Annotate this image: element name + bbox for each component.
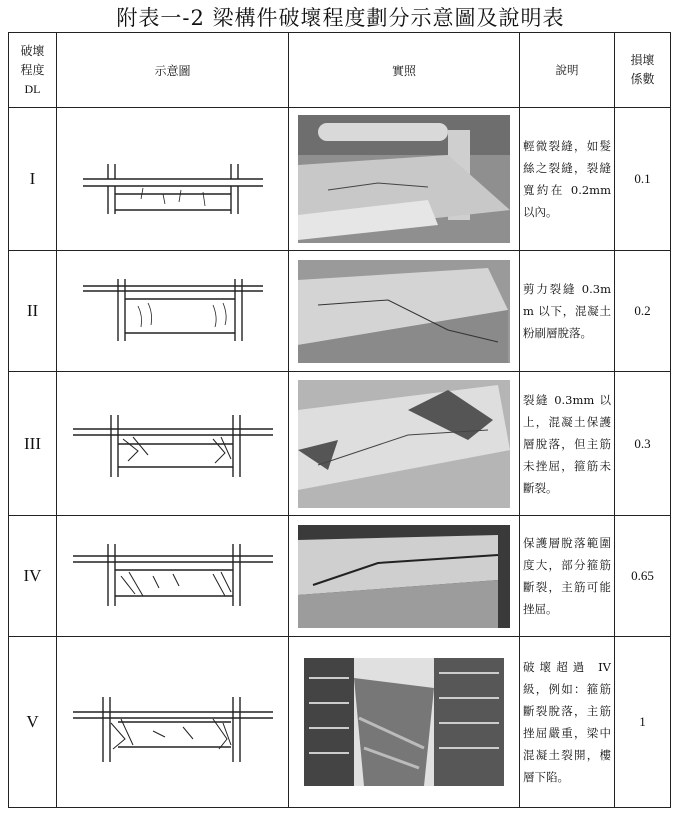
description-text: 裂縫 0.3mm 以上，混凝土保護層脫落，但主筋未挫屈，箍筋未斷裂。 <box>523 392 611 495</box>
header-coef-line1: 損壞 <box>630 53 655 67</box>
coefficient: 0.1 <box>615 108 671 251</box>
photo-cell <box>289 516 520 637</box>
page-title: 附表一-2 梁構件破壞程度劃分示意圖及說明表 <box>116 6 565 30</box>
damage-photo <box>304 658 504 786</box>
damage-photo <box>298 380 510 508</box>
table-row <box>9 372 671 516</box>
header-photo: 實照 <box>289 33 520 108</box>
table-row <box>9 516 671 637</box>
coefficient: 0.3 <box>615 372 671 516</box>
damage-level: V <box>9 637 57 808</box>
description-cell <box>520 251 615 372</box>
beam-schematic-drawing <box>63 261 283 361</box>
damage-level: II <box>9 251 57 372</box>
photo-cell <box>289 637 520 808</box>
description-text: 保護層脫落範圍度大，部分箍筋斷裂，主筋可能挫屈。 <box>523 536 611 616</box>
damage-photo <box>298 260 510 363</box>
description-text: 輕微裂縫，如髮絲之裂縫，裂縫寬約在 0.2mm 以內。 <box>523 139 611 219</box>
photo-cell <box>289 108 520 251</box>
header-coef-line2: 係數 <box>630 72 655 86</box>
coefficient: 1 <box>615 637 671 808</box>
table-header-row <box>9 33 671 108</box>
damage-level: I <box>9 108 57 251</box>
description-cell <box>520 637 615 808</box>
table-row <box>9 251 671 372</box>
schematic-cell <box>57 108 289 251</box>
beam-schematic-drawing <box>63 124 283 234</box>
description-cell <box>520 372 615 516</box>
schematic-cell <box>57 251 289 372</box>
schematic-cell <box>57 372 289 516</box>
table-row <box>9 637 671 808</box>
header-damage-level <box>9 33 57 108</box>
damage-level: IV <box>9 516 57 637</box>
header-dl-line1: 破壞 <box>20 43 45 58</box>
photo-cell <box>289 372 520 516</box>
header-dl-line3: DL <box>24 81 41 96</box>
header-schematic: 示意圖 <box>57 33 289 108</box>
header-description: 說明 <box>520 33 615 108</box>
description-text: 破壞超過 IV 級，例如：箍筋斷裂脫落，主筋挫屈嚴重，梁中混凝土裂開，樓層下陷。 <box>523 660 611 784</box>
description-cell <box>520 108 615 251</box>
header-dl-line2: 程度 <box>20 62 45 77</box>
header-coefficient <box>615 33 671 108</box>
schematic-cell <box>57 516 289 637</box>
description-text: 剪力裂縫 0.3mm 以下，混凝土粉刷層脫落。 <box>523 282 611 340</box>
damage-photo <box>298 115 510 243</box>
beam-schematic-drawing <box>63 526 283 626</box>
damage-table <box>8 32 671 808</box>
beam-schematic-drawing <box>63 389 283 499</box>
beam-schematic-drawing <box>63 667 283 777</box>
description-cell <box>520 516 615 637</box>
table-row <box>9 108 671 251</box>
coefficient: 0.65 <box>615 516 671 637</box>
damage-photo <box>298 525 510 628</box>
photo-cell <box>289 251 520 372</box>
coefficient: 0.2 <box>615 251 671 372</box>
schematic-cell <box>57 637 289 808</box>
damage-level: III <box>9 372 57 516</box>
